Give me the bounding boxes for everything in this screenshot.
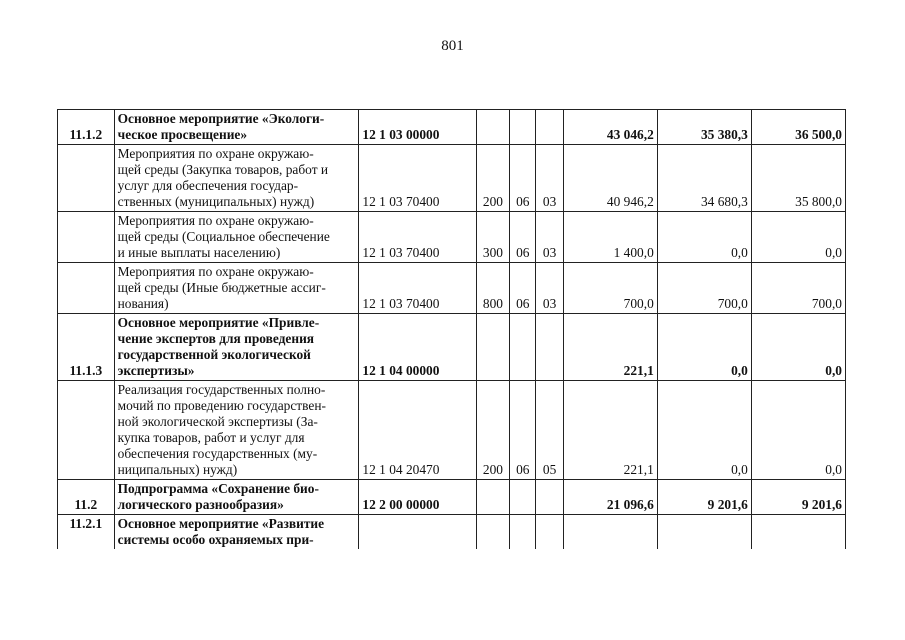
amount-year-2: 700,0 [657, 263, 751, 314]
table-row [58, 381, 846, 480]
amount-year-2: 0,0 [657, 314, 751, 381]
table-row [58, 212, 846, 263]
expense-type-code: 200 [476, 381, 509, 480]
section-code: 06 [510, 212, 536, 263]
amount-year-3: 35 800,0 [751, 145, 845, 212]
section-code: 06 [510, 381, 536, 480]
table-row [58, 263, 846, 314]
subsection-code [536, 314, 563, 381]
amount-year-2: 0,0 [657, 381, 751, 480]
row-number: 11.2 [58, 480, 115, 515]
expense-type-code [476, 110, 509, 145]
row-number [58, 263, 115, 314]
target-article-code: 12 1 04 00000 [359, 314, 476, 381]
expense-type-code: 200 [476, 145, 509, 212]
row-name: Реализация государственных полно- мочий по проведению государствен- ной экологической экспертизы (За- купка товаров, работ и услуг для обеспечения государственных (му- ниципальных) нужд) [114, 381, 359, 480]
expense-type-code: 800 [476, 263, 509, 314]
table-row [58, 110, 846, 145]
row-name: Мероприятия по охране окружаю- щей среды (Закупка товаров, работ и услуг для обеспечения государ- ственных (муниципальных) нужд) [114, 145, 359, 212]
amount-year-1: 221,1 [563, 314, 657, 381]
amount-year-3: 9 201,6 [751, 480, 845, 515]
amount-year-3: 36 500,0 [751, 110, 845, 145]
amount-year-2: 0,0 [657, 212, 751, 263]
row-number [58, 145, 115, 212]
subsection-code: 03 [536, 212, 563, 263]
expense-type-code [476, 314, 509, 381]
amount-year-2: 34 680,3 [657, 145, 751, 212]
target-article-code: 12 1 03 70400 [359, 263, 476, 314]
subsection-code [536, 480, 563, 515]
expense-type-code [476, 480, 509, 515]
section-code [510, 515, 536, 550]
amount-year-3: 0,0 [751, 381, 845, 480]
section-code [510, 314, 536, 381]
budget-table [57, 109, 846, 549]
amount-year-1 [563, 515, 657, 550]
row-name: Основное мероприятие «Экологи- ческое просвещение» [114, 110, 359, 145]
amount-year-1: 1 400,0 [563, 212, 657, 263]
amount-year-1: 700,0 [563, 263, 657, 314]
amount-year-1: 221,1 [563, 381, 657, 480]
section-code [510, 480, 536, 515]
row-name: Основное мероприятие «Привле- чение экспертов для проведения государственной экологической экспертизы» [114, 314, 359, 381]
subsection-code: 05 [536, 381, 563, 480]
amount-year-1: 43 046,2 [563, 110, 657, 145]
amount-year-2: 35 380,3 [657, 110, 751, 145]
target-article-code: 12 1 03 70400 [359, 145, 476, 212]
subsection-code: 03 [536, 263, 563, 314]
target-article-code: 12 1 03 70400 [359, 212, 476, 263]
page-number: 801 [441, 38, 464, 54]
subsection-code [536, 110, 563, 145]
row-number [58, 381, 115, 480]
section-code: 06 [510, 263, 536, 314]
amount-year-2 [657, 515, 751, 550]
row-name: Мероприятия по охране окружаю- щей среды (Иные бюджетные ассиг- нования) [114, 263, 359, 314]
row-number: 11.1.3 [58, 314, 115, 381]
target-article-code [359, 515, 476, 550]
row-name: Подпрограмма «Сохранение био- логического разнообразия» [114, 480, 359, 515]
table-row [58, 480, 846, 515]
table-row [58, 314, 846, 381]
amount-year-3 [751, 515, 845, 550]
amount-year-3: 0,0 [751, 212, 845, 263]
subsection-code [536, 515, 563, 550]
amount-year-3: 0,0 [751, 314, 845, 381]
amount-year-2: 9 201,6 [657, 480, 751, 515]
expense-type-code: 300 [476, 212, 509, 263]
table-row [58, 145, 846, 212]
target-article-code: 12 1 03 00000 [359, 110, 476, 145]
row-number: 11.2.1 [58, 515, 115, 550]
table-row [58, 515, 846, 550]
row-name: Основное мероприятие «Развитие системы особо охраняемых при- [114, 515, 359, 550]
subsection-code: 03 [536, 145, 563, 212]
row-number [58, 212, 115, 263]
section-code: 06 [510, 145, 536, 212]
target-article-code: 12 1 04 20470 [359, 381, 476, 480]
row-number: 11.1.2 [58, 110, 115, 145]
expense-type-code [476, 515, 509, 550]
amount-year-1: 21 096,6 [563, 480, 657, 515]
amount-year-1: 40 946,2 [563, 145, 657, 212]
target-article-code: 12 2 00 00000 [359, 480, 476, 515]
row-name: Мероприятия по охране окружаю- щей среды (Социальное обеспечение и иные выплаты населению) [114, 212, 359, 263]
section-code [510, 110, 536, 145]
amount-year-3: 700,0 [751, 263, 845, 314]
